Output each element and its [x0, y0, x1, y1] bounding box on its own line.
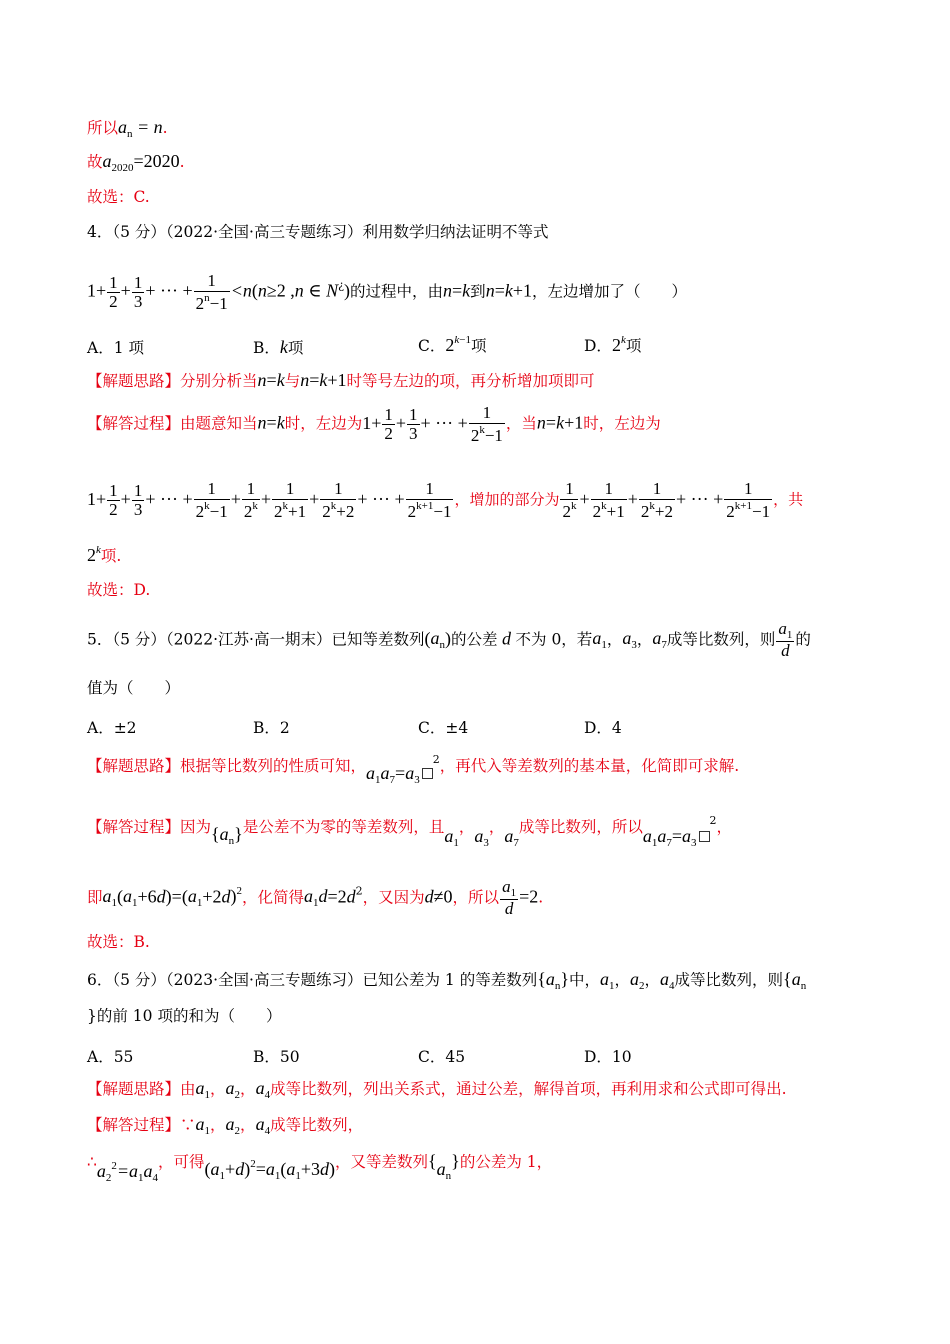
q4-process-1: 【解答过程】由题意知当n=k时，左边为1+ $\frac{1}{2}$ + $\frac{1}{3}$ + ··· + $\frac{1}{2^k-1}$ ，当n=k+1时，左边为	[87, 403, 661, 445]
q6-process-1: 【解答过程】$\because a_1$，$a_2$，$a_4$成等比数列，	[87, 1114, 364, 1137]
q5-stem-end: 值为（ ）	[87, 679, 181, 697]
q4-answer: 故选：D.	[87, 581, 151, 599]
q6-stem-end: }的前 10 项的和为（ ）	[87, 1007, 282, 1025]
q6-option-c: C．45	[418, 1048, 466, 1066]
q5-option-a: A．±2	[87, 719, 137, 737]
q5-option-d: D．4	[584, 719, 622, 737]
q5-process-1: 【解答过程】因为$\{a_n\}$是公差不为零的等差数列，且$a_1$，$a_3$，$a_7$成等比数列，所以$a_1a_7=a_3^2$，	[87, 814, 733, 849]
q4-process-3: 2$^k$项.	[87, 544, 122, 565]
q4-header: 4．（5 分）（2022·全国·高三专题练习）利用数学归纳法证明不等式	[87, 223, 549, 241]
q6-option-a: A．55	[87, 1048, 134, 1066]
q4-option-b: B．k项	[253, 337, 304, 357]
q5-hint: 【解题思路】根据等比数列的性质可知，$a_1a_7=a_3^2$，再代入等差数列的基本量，化简即可求解.	[87, 753, 740, 786]
q4-option-a: A．1 项	[87, 339, 144, 357]
q4-formula: 1+ $\frac{1}{2}$ + $\frac{1}{3}$ + ··· + $\frac{1}{2^n-1}$ <n(n≥2 ,n ∈ N¿)的过程中，由n=k到n=k+1，左边增加了（ ）	[87, 271, 688, 313]
q6-hint: 【解题思路】由$a_1$，$a_2$，$a_4$成等比数列，列出关系式，通过公差，解得首项，再利用求和公式即可得出.	[87, 1078, 787, 1101]
q5-process-2: 即$a_1(a_1+6d)=(a_1+2d)^2$，化简得$a_1d=2d^2$，又因为d≠0，所以 $\frac{a_1}{d}$ =2.	[87, 877, 544, 919]
q4-option-d: D．2$^k$项	[584, 334, 642, 355]
q6-header: 6．（5 分）（2023·全国·高三专题练习）已知公差为 1 的等差数列$\{a_n\}$中，$a_1$，$a_2$，$a_4$成等比数列，则{$a_n$	[87, 969, 807, 992]
line-an-equals-n: 所以$a_n = n$.	[87, 117, 168, 140]
q4-option-c: C．$2^{k-1}$项	[418, 334, 487, 355]
q6-option-b: B．50	[253, 1048, 300, 1066]
q5-option-c: C．±4	[418, 719, 469, 737]
q6-option-d: D．10	[584, 1048, 632, 1066]
q5-option-b: B．2	[253, 719, 290, 737]
q5-header: 5．（5 分）（2022·江苏·高一期末）已知等差数列$(a_n)$的公差 d 不为 0，若$a_1$，$a_3$，$a_7$成等比数列，则 $\frac{a_1}{d}$ 的	[87, 619, 811, 661]
q5-answer: 故选：B.	[87, 933, 150, 951]
q4-hint: 【解题思路】分别分析当n=k与n=k+1时等号左边的项，再分析增加项即可	[87, 370, 595, 390]
q4-process-2: 1+ $\frac{1}{2}$ + $\frac{1}{3}$ + ··· + $\frac{1}{2^k-1}$ + $\frac{1}{2^k}$ + $\frac{1}{2^k+1}$ + $\frac{1}{2^k+2}$ + ··· + $\frac{1}{2^{k+1}-1}$ ，增加的部分为 $\frac{1}{2^k}$ + $\frac{1}{2^k+1}$ + $\frac{1}{2^k+2}$ + ··· + $\frac{1}{2^{k+1}-1}$ ，共	[87, 479, 804, 521]
line-a2020: 故$a_{2020}=2020$.	[87, 151, 185, 174]
q6-process-2: $\therefore a_2^2=a_1a_4$，可得$(a_1+d)^2=a_1(a_1+3d)$，又等差数列$\{a_n\}$的公差为 1，	[87, 1151, 553, 1184]
answer-prev: 故选：C.	[87, 188, 150, 206]
